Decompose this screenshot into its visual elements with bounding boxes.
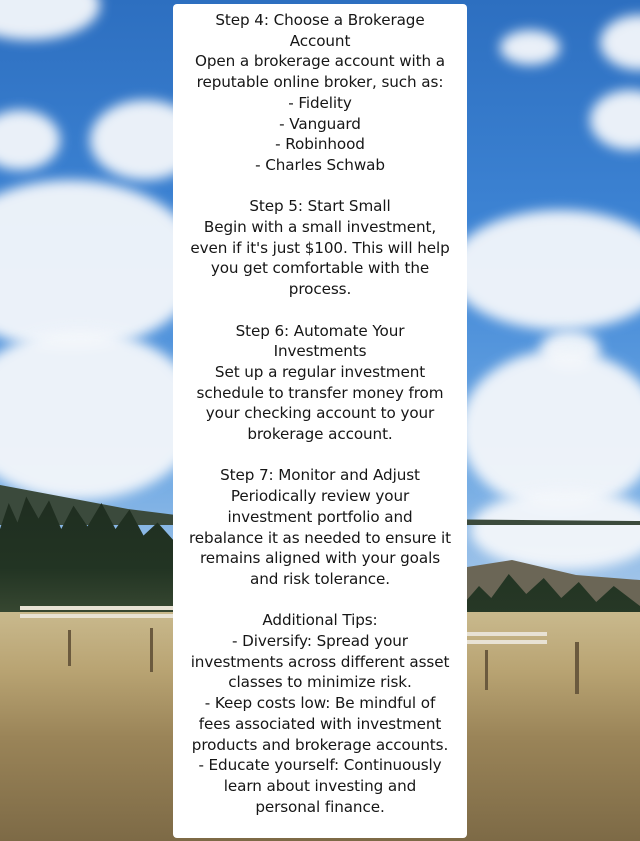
step-6-text: your checking account to your	[205, 404, 435, 423]
text-card	[173, 4, 467, 838]
cloud	[0, 330, 200, 500]
tip-text: personal finance.	[255, 797, 385, 816]
step-5-text: even if it's just $100. This will help	[190, 238, 450, 257]
tip-text: fees associated with investment	[198, 714, 442, 733]
additional-tips-heading: Additional Tips:	[262, 611, 378, 630]
step-4-section	[179, 10, 461, 176]
cloud	[590, 90, 640, 150]
step-7-section	[179, 465, 461, 589]
step-7-heading: Step 7: Monitor and Adjust	[220, 466, 420, 485]
cloud	[600, 15, 640, 70]
step-5-text: you get comfortable with the	[210, 259, 430, 278]
step-6-text: Set up a regular investment	[214, 362, 426, 381]
broker-list-item: - Vanguard	[279, 114, 361, 133]
cloud	[500, 30, 560, 65]
cloud	[450, 210, 640, 330]
step-5-heading: Step 5: Start Small	[249, 197, 391, 216]
cloud	[0, 180, 200, 350]
tip-text: products and brokerage accounts.	[191, 735, 449, 754]
step-7-text: remains aligned with your goals	[199, 549, 441, 568]
step-6-text: brokerage account.	[247, 425, 393, 444]
step-4-text: reputable online broker, such as:	[196, 73, 444, 92]
additional-tips-section	[179, 610, 461, 817]
fence	[20, 606, 175, 610]
step-7-text: investment portfolio and	[227, 507, 413, 526]
cloud	[0, 0, 100, 40]
cloud	[470, 490, 640, 570]
fence	[467, 640, 547, 644]
step-7-text: and risk tolerance.	[249, 569, 390, 588]
cloud	[0, 110, 60, 170]
fence-post	[485, 650, 488, 690]
step-6-section	[179, 321, 461, 445]
step-5-text: process.	[288, 280, 352, 299]
tip-text: investments across different asset	[190, 652, 450, 671]
step-6-text: schedule to transfer money from	[196, 383, 444, 402]
tip-text: classes to minimize risk.	[228, 673, 412, 692]
cloud	[460, 350, 640, 510]
step-5-text: Begin with a small investment,	[203, 218, 437, 237]
fence	[20, 614, 175, 618]
step-7-text: Periodically review your	[230, 487, 410, 506]
broker-list-item: - Robinhood	[275, 135, 365, 154]
tip-text: - Keep costs low: Be mindful of	[204, 694, 436, 713]
fence	[467, 632, 547, 636]
broker-list-item: - Fidelity	[288, 93, 352, 112]
fence-post	[150, 628, 153, 672]
step-6-heading: Step 6: Automate Your	[235, 321, 405, 340]
tip-text: - Educate yourself: Continuously	[198, 756, 442, 775]
step-5-section	[179, 196, 461, 300]
step-7-text: rebalance it as needed to ensure it	[188, 528, 452, 547]
fence-post	[68, 630, 71, 666]
step-4-heading: Account	[289, 31, 351, 50]
fence-post	[575, 642, 579, 694]
step-4-heading: Step 4: Choose a Brokerage	[215, 11, 425, 29]
broker-list-item: - Charles Schwab	[255, 155, 385, 174]
tip-text: - Diversify: Spread your	[232, 632, 408, 651]
step-4-text: Open a brokerage account with a	[195, 52, 445, 71]
step-6-heading: Investments	[273, 342, 367, 361]
tip-text: learn about investing and	[223, 776, 417, 795]
